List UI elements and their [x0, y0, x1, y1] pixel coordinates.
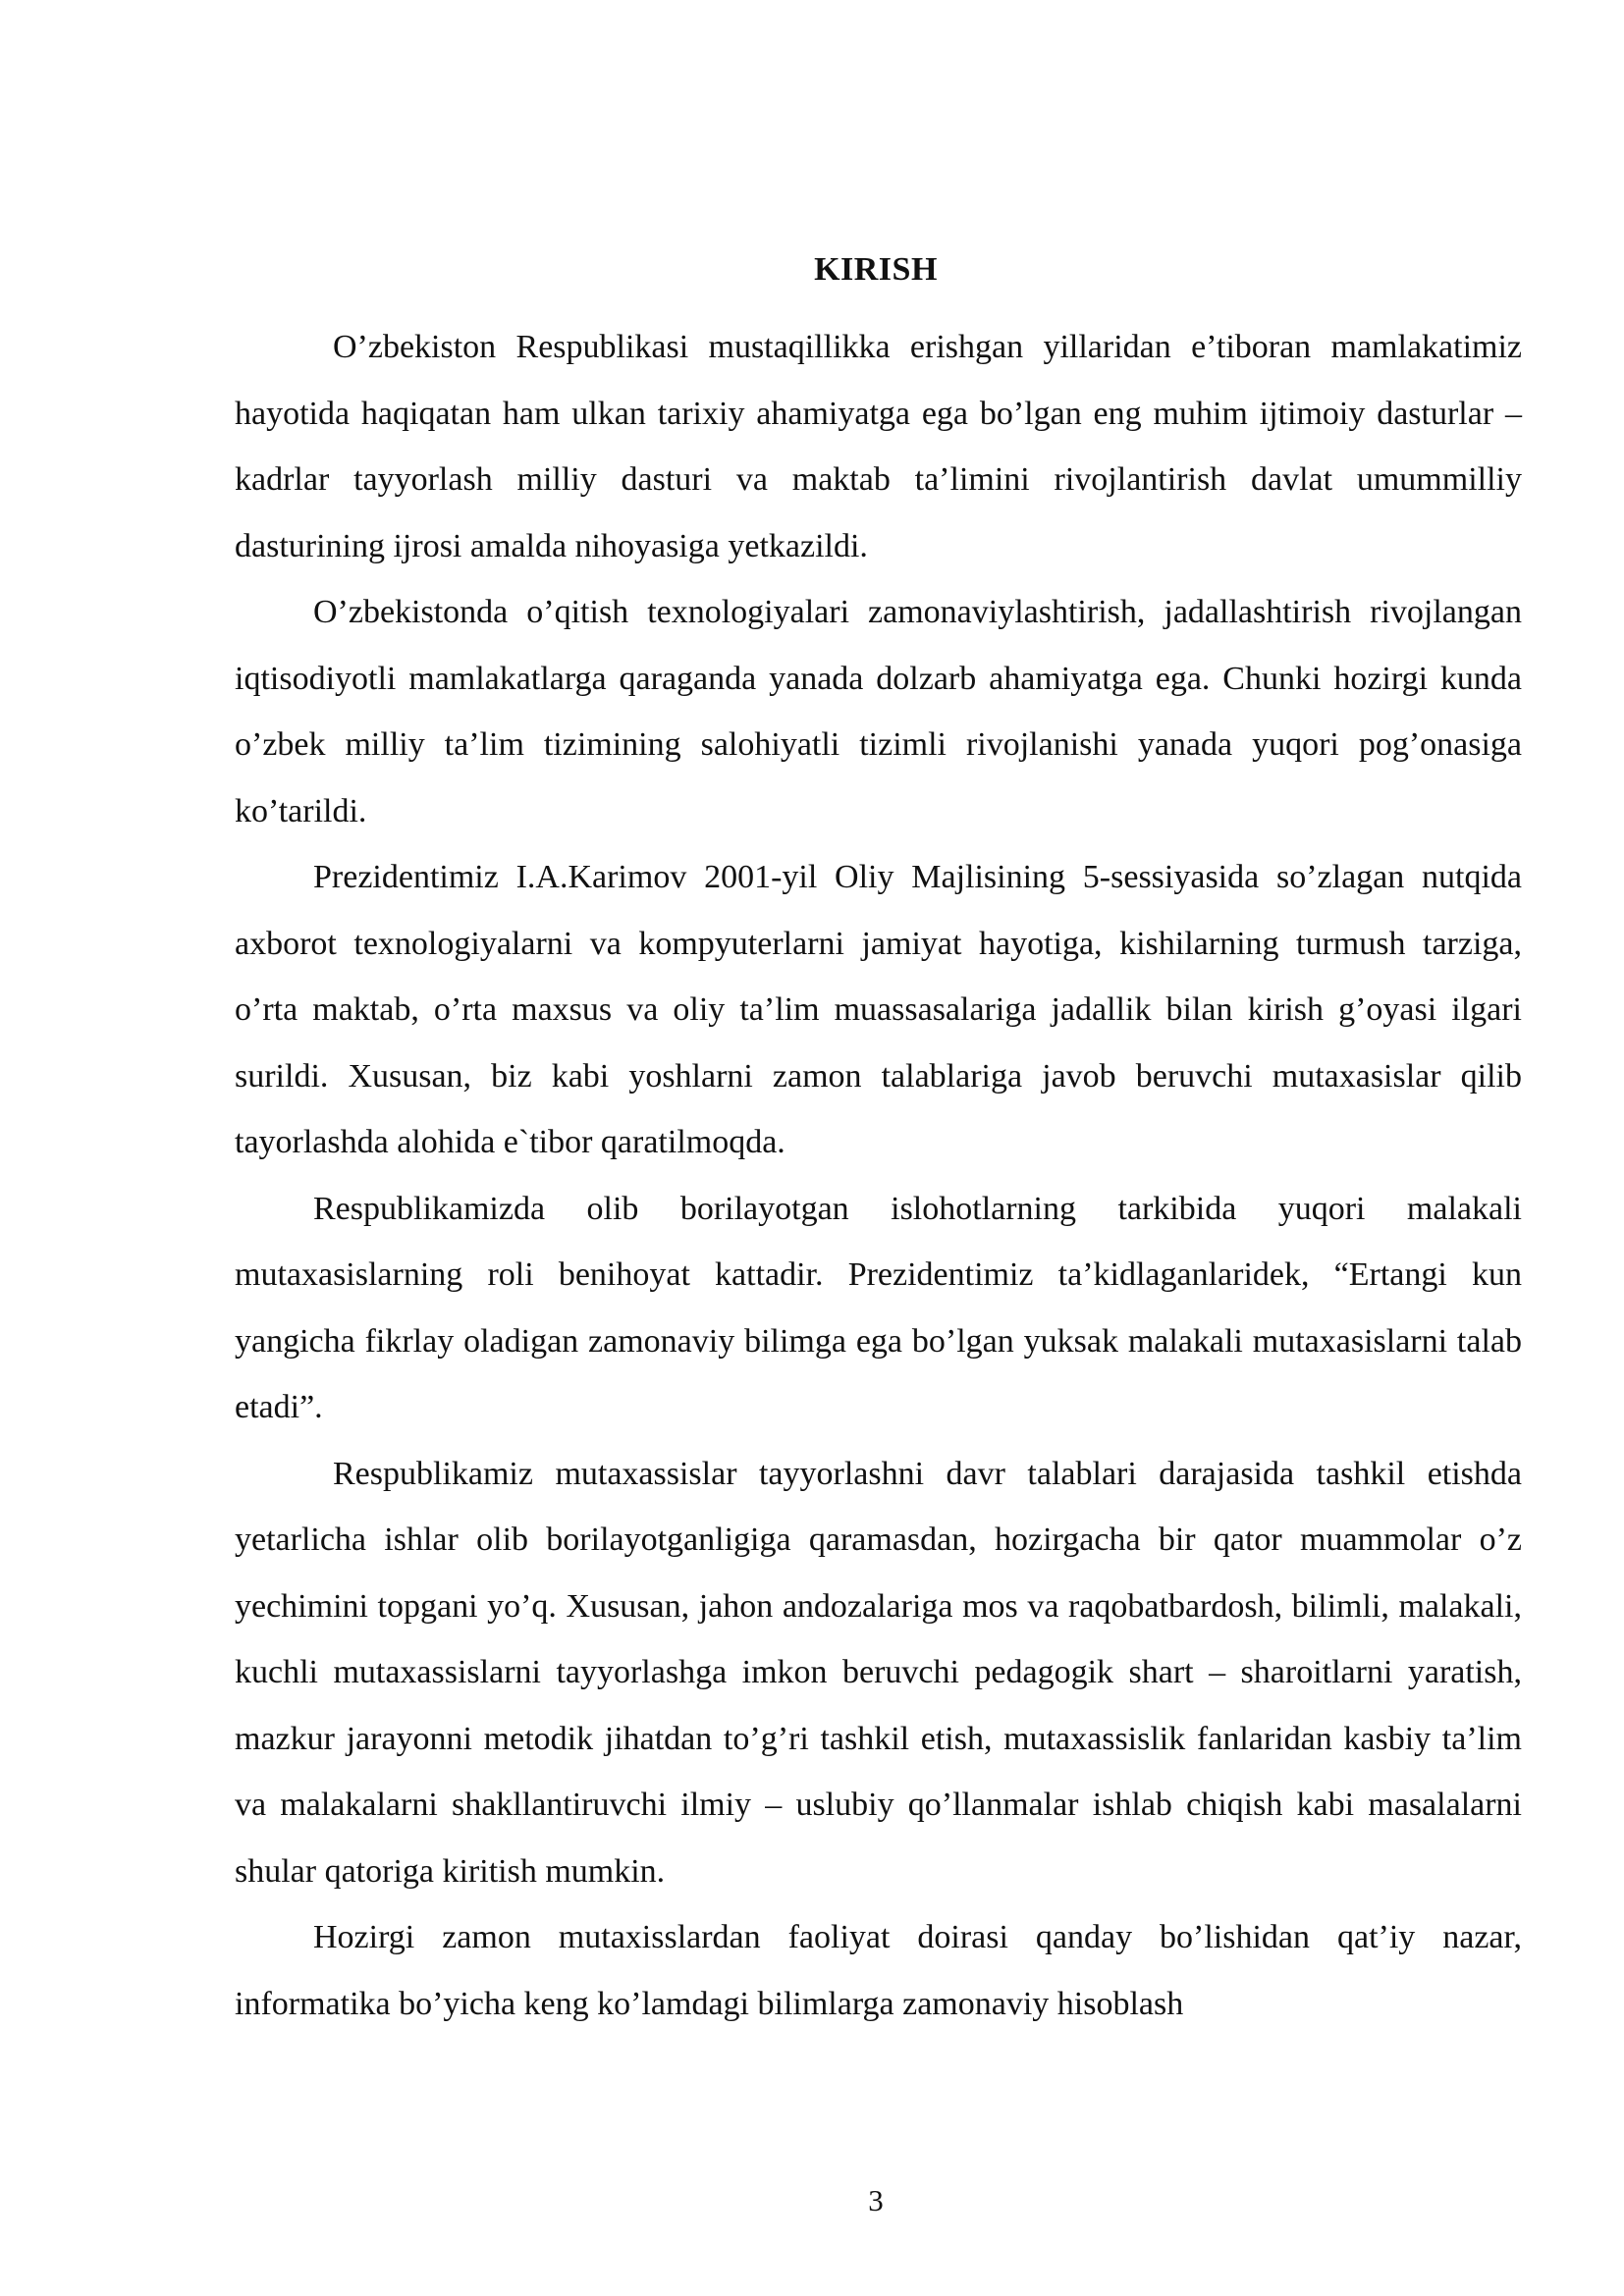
paragraph-4: Respublikamizda olib borilayotgan islohotlarning tarkibida yuqori malakali mutaxasislarning roli benihoyat kattadir. Prezidentimiz ta’kidlaganlaridek, “Ertangi kun yangicha fikrlay oladigan zamonaviy bilimga ega bo’lgan yuksak malakali mutaxasislarni talab etadi”. [235, 1190, 1522, 1425]
section-title: KIRISH [814, 251, 938, 288]
paragraph-1: O’zbekiston Respublikasi mustaqillikka erishgan yillaridan e’tiboran mamlakatimiz hayotida haqiqatan ham ulkan tarixiy ahamiyatga ega bo’lgan eng muhim ijtimoiy dasturlar – kadrlar tayyorlash milliy dasturi va maktab ta’limini rivojlantirish davlat umummilliy dasturining ijrosi amalda nihoyasiga yetkazildi. [235, 329, 1522, 564]
paragraph-5: Respublikamiz mutaxassislar tayyorlashni davr talablari darajasida tashkil etishda yetarlicha ishlar olib borilayotganligiga qaramasdan, hozirgacha bir qator muammolar o’z yechimini topgani yo’q. Xususan, jahon andozalariga mos va raqobatbardosh, bilimli, malakali, kuchli mutaxassislarni tayyorlashga imkon beruvchi pedagogik shart – sharoitlarni yaratish, mazkur jarayonni metodik jihatdan to’g’ri tashkil etish, mutaxassislik fanlaridan kasbiy ta’lim va malakalarni shakllantiruvchi ilmiy – uslubiy qo’llanmalar ishlab chiqish kabi masalalarni shular qatoriga kiritish mumkin. [235, 1455, 1522, 1890]
page-number: 3 [868, 2183, 884, 2217]
body-text [235, 314, 1522, 2037]
paragraph-3: Prezidentimiz I.A.Karimov 2001-yil Oliy Majlisining 5-sessiyasida so’zlagan nutqida axborot texnologiyalarni va kompyuterlarni jamiyat hayotiga, kishilarning turmush tarziga, o’rta maktab, o’rta maxsus va oliy ta’lim muassasalariga jadallik bilan kirish g’oyasi ilgari surildi. Xususan, biz kabi yoshlarni zamon talablariga javob beruvchi mutaxasislar qilib tayorlashda alohida e`tibor qaratilmoqda. [235, 859, 1522, 1160]
paragraph-2: O’zbekistonda o’qitish texnologiyalari zamonaviylashtirish, jadallashtirish rivojlangan iqtisodiyotli mamlakatlarga qaraganda yanada dolzarb ahamiyatga ega. Chunki hozirgi kunda o’zbek milliy ta’lim tizimining salohiyatli tizimli rivojlanishi yanada yuqori pog’onasiga ko’tarildi. [235, 594, 1522, 829]
paragraph-6: Hozirgi zamon mutaxisslardan faoliyat doirasi qanday bo’lishidan qat’iy nazar, informatika bo’yicha keng ko’lamdagi bilimlarga zamonaviy hisoblash [235, 1919, 1522, 2022]
